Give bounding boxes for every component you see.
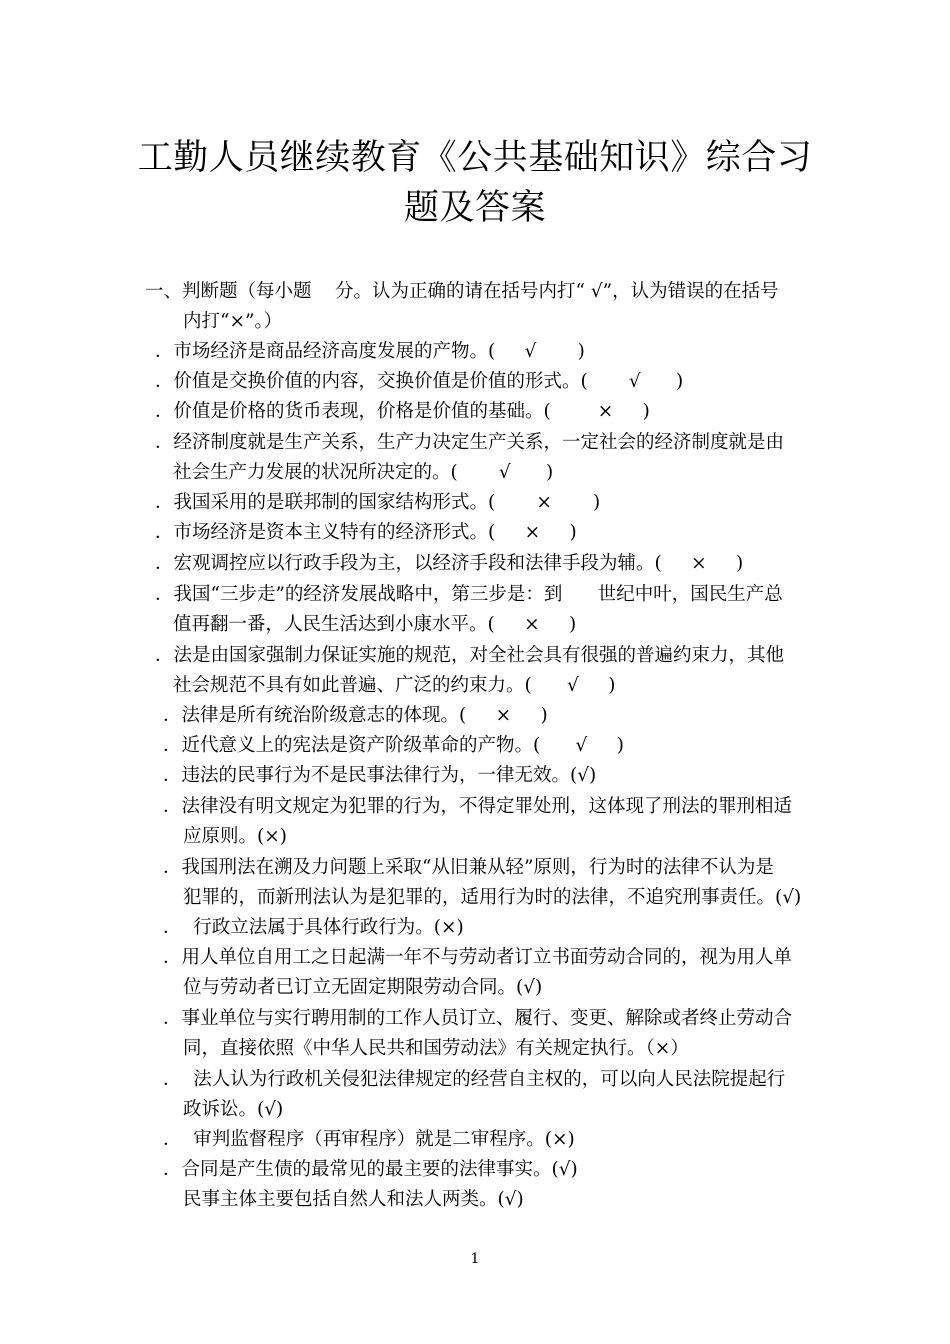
- question-line: ．我国采用的是联邦制的国家结构形式。( × ): [155, 492, 601, 513]
- question-line: ．价值是交换价值的内容，交换价值是价值的形式。( √ ): [155, 371, 684, 392]
- document-title-line-1: 工勤人员继续教育《公共基础知识》综合习: [137, 138, 813, 178]
- question-line: ．违法的民事行为不是民事法律行为，一律无效。(√): [163, 765, 597, 786]
- document-title-line-2: 题及答案: [403, 188, 546, 228]
- question-line-continued: 应原则。(×): [183, 826, 287, 847]
- question-line-continued: 社会生产力发展的状况所决定的。( √ ): [173, 462, 554, 483]
- question-line-continued: 政诉讼。(√): [183, 1099, 284, 1120]
- question-line: ．市场经济是资本主义特有的经济形式。( × ): [155, 522, 577, 543]
- question-line: ．价值是价格的货币表现，价格是价值的基础。( × ): [155, 401, 650, 422]
- question-line-continued: 位与劳动者已订立无固定期限劳动合同。(√): [183, 977, 543, 998]
- section-heading-line-2: 内打“×”。）: [183, 311, 283, 332]
- question-line: ．经济制度就是生产关系，生产力决定生产关系，一定社会的经济制度就是由: [155, 432, 785, 453]
- question-line: ．近代意义上的宪法是资产阶级革命的产物。( √ ): [163, 735, 624, 756]
- question-line: ．用人单位自用工之日起满一年不与劳动者订立书面劳动合同的，视为用人单: [163, 947, 793, 968]
- question-line: ．我国“三步走”的经济发展战略中，第三步是：到 世纪中叶，国民生产总: [155, 584, 783, 605]
- question-line: ． 法人认为行政机关侵犯法律规定的经营自主权的，可以向人民法院提起行: [163, 1069, 786, 1090]
- question-line: ．市场经济是商品经济高度发展的产物。( √ ): [155, 341, 585, 362]
- section-heading-line-1: 一、判断题（每小题 分。认为正确的请在括号内打“ √”，认为错误的在括号: [145, 281, 779, 302]
- question-line: ．法律没有明文规定为犯罪的行为，不得定罪处刑，这体现了刑法的罪刑相适: [163, 796, 793, 817]
- question-line: ．我国刑法在溯及力问题上采取“从旧兼从轻”原则，行为时的法律不认为是: [163, 857, 774, 878]
- question-line: ．事业单位与实行聘用制的工作人员订立、履行、变更、解除或者终止劳动合: [163, 1008, 793, 1029]
- question-line-continued: 社会规范不具有如此普遍、广泛的约束力。( √ ): [173, 675, 616, 696]
- question-line-continued: 值再翻一番，人民生活达到小康水平。( × ): [173, 614, 577, 635]
- question-line: ．法律是所有统治阶级意志的体现。( × ): [163, 705, 548, 726]
- question-line: ．法是由国家强制力保证实施的规范，对全社会具有很强的普遍约束力，其他: [155, 645, 785, 666]
- question-line-continued: 犯罪的，而新刑法认为是犯罪的，适用行为时的法律，不追究刑事责任。(√): [183, 887, 802, 908]
- question-line: ．宏观调控应以行政手段为主，以经济手段和法律手段为辅。( × ): [155, 553, 744, 574]
- question-line: ． 审判监督程序（再审程序）就是二审程序。(×): [163, 1129, 575, 1150]
- question-line: 民事主体主要包括自然人和法人两类。(√): [183, 1189, 524, 1210]
- page-number: 1: [470, 1251, 480, 1267]
- question-line: ． 行政立法属于具体行政行为。(×): [163, 917, 464, 938]
- question-line-continued: 同，直接依照《中华人民共和国劳动法》有关规定执行。（×）: [183, 1038, 689, 1059]
- question-line: ．合同是产生债的最常见的最主要的法律事实。(√): [163, 1159, 578, 1180]
